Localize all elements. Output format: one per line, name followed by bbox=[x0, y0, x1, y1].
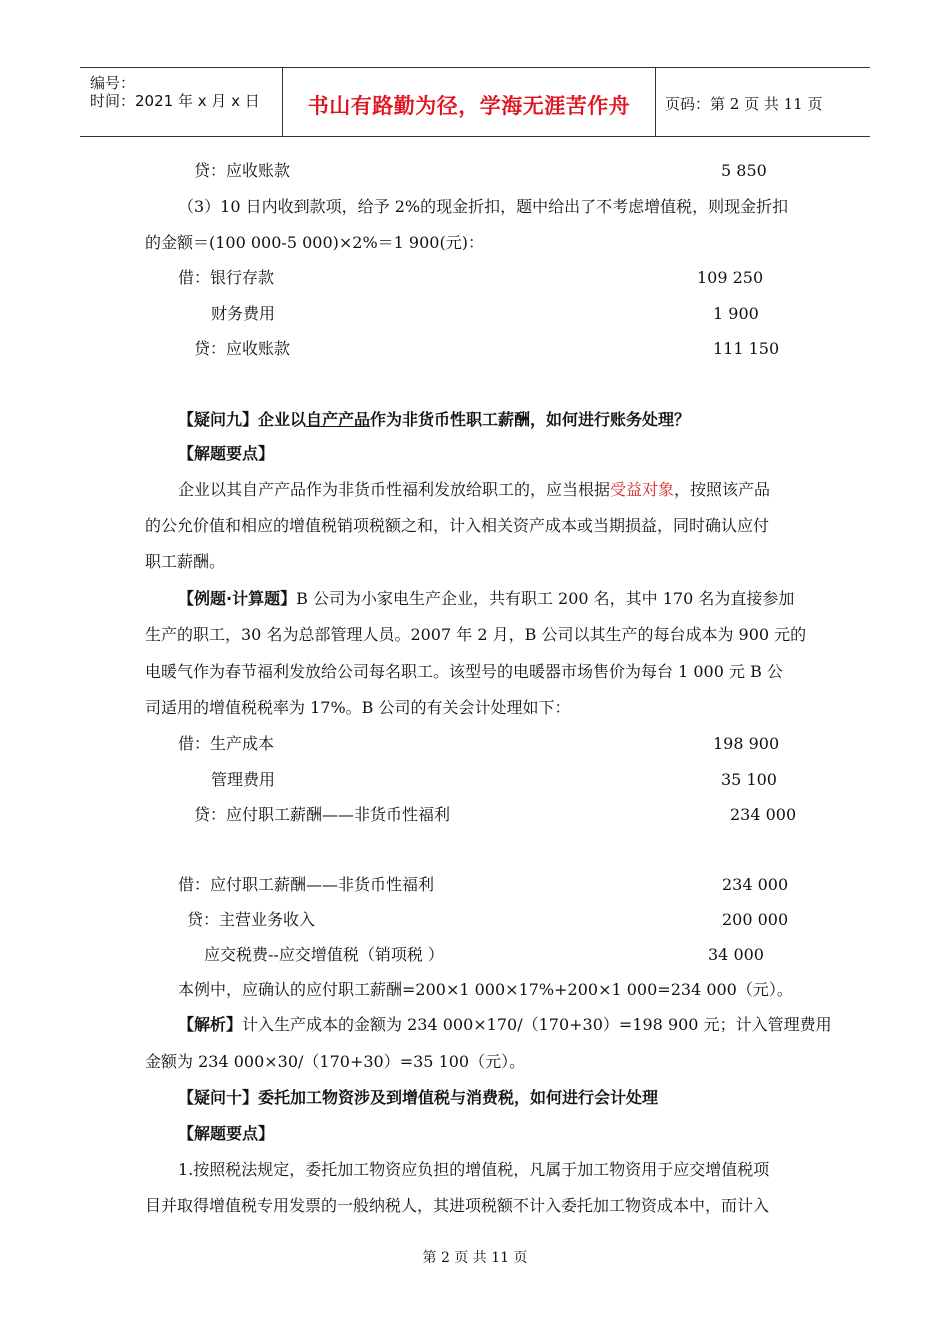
text-span: ，按照该产品 bbox=[674, 480, 771, 499]
underlined-term: 自产产品 bbox=[306, 410, 371, 429]
entry-debit-bank: 借：银行存款 bbox=[178, 268, 275, 287]
entry-line: 贷：应付职工薪酬——非货币性福利 bbox=[194, 805, 451, 824]
question-nine-heading bbox=[178, 410, 690, 430]
entry-line: 借：生产成本 bbox=[178, 734, 275, 753]
paragraph-line: 的公允价值和相应的增值税销项税额之和，计入相关资产成本或当期损益，同时确认应付 bbox=[145, 516, 770, 535]
page-footer: 第 2 页 共 11 页 bbox=[422, 1250, 528, 1266]
motto: 书山有路勤为径，学海无涯苦作舟 bbox=[307, 93, 631, 118]
amount: 109 250 bbox=[697, 268, 764, 287]
amount: 34 000 bbox=[708, 945, 764, 964]
paragraph-line: 生产的职工，30 名为总部管理人员。2007 年 2 月，B 公司以其生产的每台成本为 900 元的 bbox=[145, 625, 807, 644]
header-meta bbox=[80, 68, 282, 136]
serial-label: 编号： bbox=[90, 74, 136, 92]
analysis-tag: 【解析】 bbox=[178, 1015, 243, 1034]
example-tag: 【例题·计算题】 bbox=[178, 589, 297, 608]
paragraph-line: 金额为 234 000×30/（170+30）=35 100（元）。 bbox=[145, 1052, 526, 1071]
heading-text: 【疑问九】企业以 bbox=[178, 410, 307, 429]
example-line bbox=[178, 589, 794, 609]
page-header bbox=[80, 67, 870, 137]
paragraph-line: 司适用的增值税税率为 17%。B 公司的有关会计处理如下： bbox=[145, 698, 571, 717]
text-span: 企业以其自产产品作为非货币性福利发放给职工的，应当根据 bbox=[178, 480, 611, 499]
entry-line: 贷：主营业务收入 bbox=[187, 910, 316, 929]
paragraph-line: 目并取得增值税专用发票的一般纳税人，其进项税额不计入委托加工物资成本中，而计入 bbox=[145, 1196, 770, 1215]
heading-text: 作为非货币性职工薪酬，如何进行账务处理？ bbox=[370, 410, 691, 429]
key-points-heading: 【解题要点】 bbox=[178, 444, 275, 463]
header-page-cell bbox=[655, 68, 870, 136]
amount: 200 000 bbox=[722, 910, 789, 929]
entry-line: 管理费用 bbox=[211, 770, 276, 789]
amount: 234 000 bbox=[722, 875, 789, 894]
amount: 1 900 bbox=[713, 304, 759, 323]
amount: 35 100 bbox=[721, 770, 777, 789]
calculation-line: 本例中，应确认的应付职工薪酬=200×1 000×17%+200×1 000=234 000（元）。 bbox=[178, 980, 793, 999]
paragraph-line: 电暖气作为春节福利发放给公司每名职工。该型号的电暖器市场售价为每台 1 000 元 B 公 bbox=[145, 662, 783, 681]
paragraph-line bbox=[178, 480, 770, 500]
amount: 5 850 bbox=[721, 161, 767, 180]
entry-line: 应交税费--应交增值税（销项税 ） bbox=[204, 945, 444, 964]
time-label: 时间：2021 年 x 月 x 日 bbox=[90, 92, 260, 110]
key-points-heading: 【解题要点】 bbox=[178, 1124, 275, 1143]
paragraph-line: （3）10 日内收到款项，给予 2%的现金折扣，题中给出了不考虑增值税，则现金折扣 bbox=[178, 197, 789, 216]
entry-finance-expense: 财务费用 bbox=[211, 304, 276, 323]
text-span: 计入生产成本的金额为 234 000×170/（170+30）=198 900 元；计入管理费用 bbox=[242, 1015, 832, 1034]
paragraph-line: 职工薪酬。 bbox=[145, 552, 226, 571]
question-ten-heading: 【疑问十】委托加工物资涉及到增值税与消费税，如何进行会计处理 bbox=[178, 1088, 659, 1107]
paragraph-line: 的金额＝(100 000-5 000)×2%＝1 900(元)： bbox=[145, 233, 484, 252]
entry-line: 借：应付职工薪酬——非货币性福利 bbox=[178, 875, 435, 894]
amount: 111 150 bbox=[713, 339, 780, 358]
text-span: B 公司为小家电生产企业，共有职工 200 名，其中 170 名为直接参加 bbox=[296, 589, 795, 608]
page-info: 页码：第 2 页 共 11 页 bbox=[665, 95, 823, 113]
analysis-line bbox=[178, 1015, 832, 1035]
entry-credit-ar: 贷：应收账款 bbox=[194, 339, 291, 358]
highlighted-term: 受益对象 bbox=[610, 480, 675, 499]
paragraph-line: 1.按照税法规定，委托加工物资应负担的增值税，凡属于加工物资用于应交增值税项 bbox=[178, 1160, 770, 1179]
amount: 198 900 bbox=[713, 734, 780, 753]
amount: 234 000 bbox=[730, 805, 797, 824]
entry-credit-ar: 贷：应收账款 bbox=[194, 161, 291, 180]
header-motto-cell bbox=[282, 68, 656, 136]
